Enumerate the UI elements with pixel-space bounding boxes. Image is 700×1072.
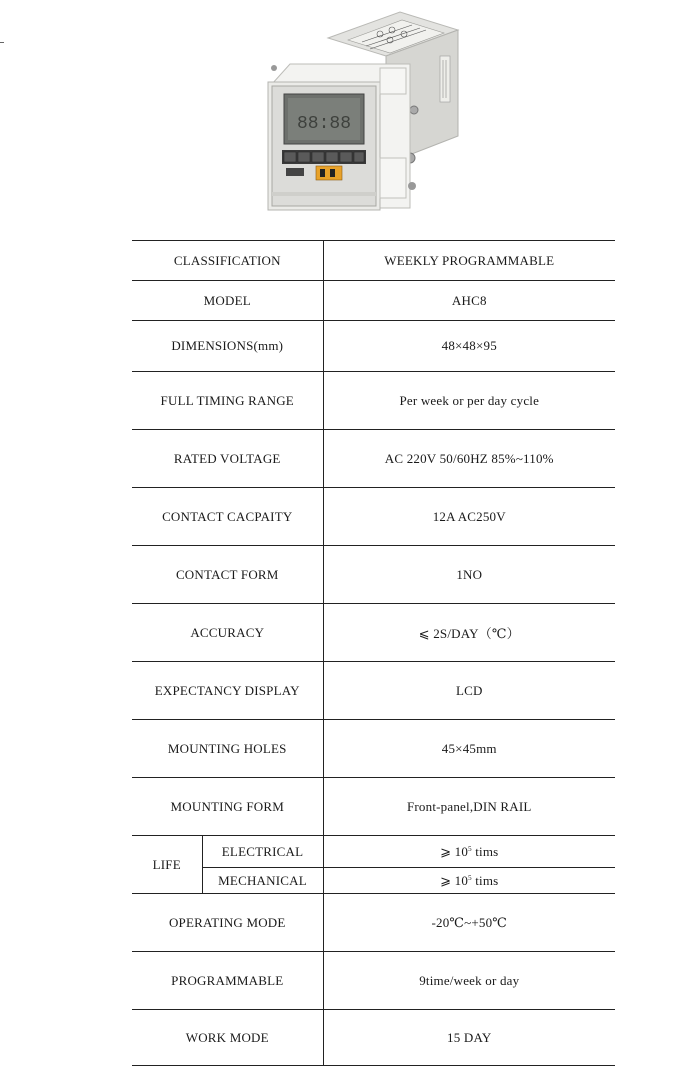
spec-value: 45×45mm bbox=[323, 720, 615, 778]
spec-label: EXPECTANCY DISPLAY bbox=[132, 662, 323, 720]
spec-label: DIMENSIONS(mm) bbox=[132, 321, 323, 372]
spec-value: 48×48×95 bbox=[323, 321, 615, 372]
spec-label: CONTACT CACPAITY bbox=[132, 488, 323, 546]
spec-value: AC 220V 50/60HZ 85%~110% bbox=[323, 430, 615, 488]
spec-row bbox=[132, 321, 615, 372]
spec-row bbox=[132, 546, 615, 604]
spec-label: PROGRAMMABLE bbox=[132, 952, 323, 1010]
spec-row bbox=[132, 894, 615, 952]
spec-label: CONTACT FORM bbox=[132, 546, 323, 604]
spec-value: WEEKLY PROGRAMMABLE bbox=[323, 241, 615, 281]
spec-label: MOUNTING FORM bbox=[132, 778, 323, 836]
spec-label: MODEL bbox=[132, 281, 323, 321]
spec-value: -20℃~+50℃ bbox=[323, 894, 615, 952]
spec-row bbox=[132, 720, 615, 778]
spec-label: FULL TIMING RANGE bbox=[132, 372, 323, 430]
timer-product-photo bbox=[262, 8, 468, 214]
spec-value: Per week or per day cycle bbox=[323, 372, 615, 430]
life-label: LIFE bbox=[132, 836, 202, 894]
lcd-digits: 88:88 bbox=[296, 114, 352, 134]
spec-value: 12A AC250V bbox=[323, 488, 615, 546]
spec-label: CLASSIFICATION bbox=[132, 241, 323, 281]
life-electrical-label: ELECTRICAL bbox=[202, 836, 323, 868]
spec-row bbox=[132, 952, 615, 1010]
spec-value: ⩽ 2S/DAY（℃） bbox=[323, 604, 615, 662]
spec-row bbox=[132, 604, 615, 662]
spec-label: OPERATING MODE bbox=[132, 894, 323, 952]
spec-label: RATED VOLTAGE bbox=[132, 430, 323, 488]
spec-label: MOUNTING HOLES bbox=[132, 720, 323, 778]
spec-row bbox=[132, 778, 615, 836]
margin-tick bbox=[0, 42, 4, 43]
spec-label: ACCURACY bbox=[132, 604, 323, 662]
life-mechanical-value: ⩾ $10^5$ tims bbox=[323, 868, 615, 894]
spec-row bbox=[132, 241, 615, 281]
spec-row-life-mechanical bbox=[132, 868, 615, 894]
spec-row bbox=[132, 281, 615, 321]
spec-value: 9time/week or day bbox=[323, 952, 615, 1010]
spec-row bbox=[132, 1010, 615, 1066]
spec-label: WORK MODE bbox=[132, 1010, 323, 1066]
spec-row bbox=[132, 662, 615, 720]
life-mechanical-label: MECHANICAL bbox=[202, 868, 323, 894]
spec-table bbox=[132, 240, 615, 1066]
spec-row bbox=[132, 372, 615, 430]
spec-value: 1NO bbox=[323, 546, 615, 604]
spec-row bbox=[132, 488, 615, 546]
spec-value: AHC8 bbox=[323, 281, 615, 321]
life-electrical-value: ⩾ $10^5$ tims bbox=[323, 836, 615, 868]
spec-value: 15 DAY bbox=[323, 1010, 615, 1066]
spec-value: Front-panel,DIN RAIL bbox=[323, 778, 615, 836]
spec-row bbox=[132, 430, 615, 488]
spec-row-life-electrical bbox=[132, 836, 615, 868]
spec-value: LCD bbox=[323, 662, 615, 720]
